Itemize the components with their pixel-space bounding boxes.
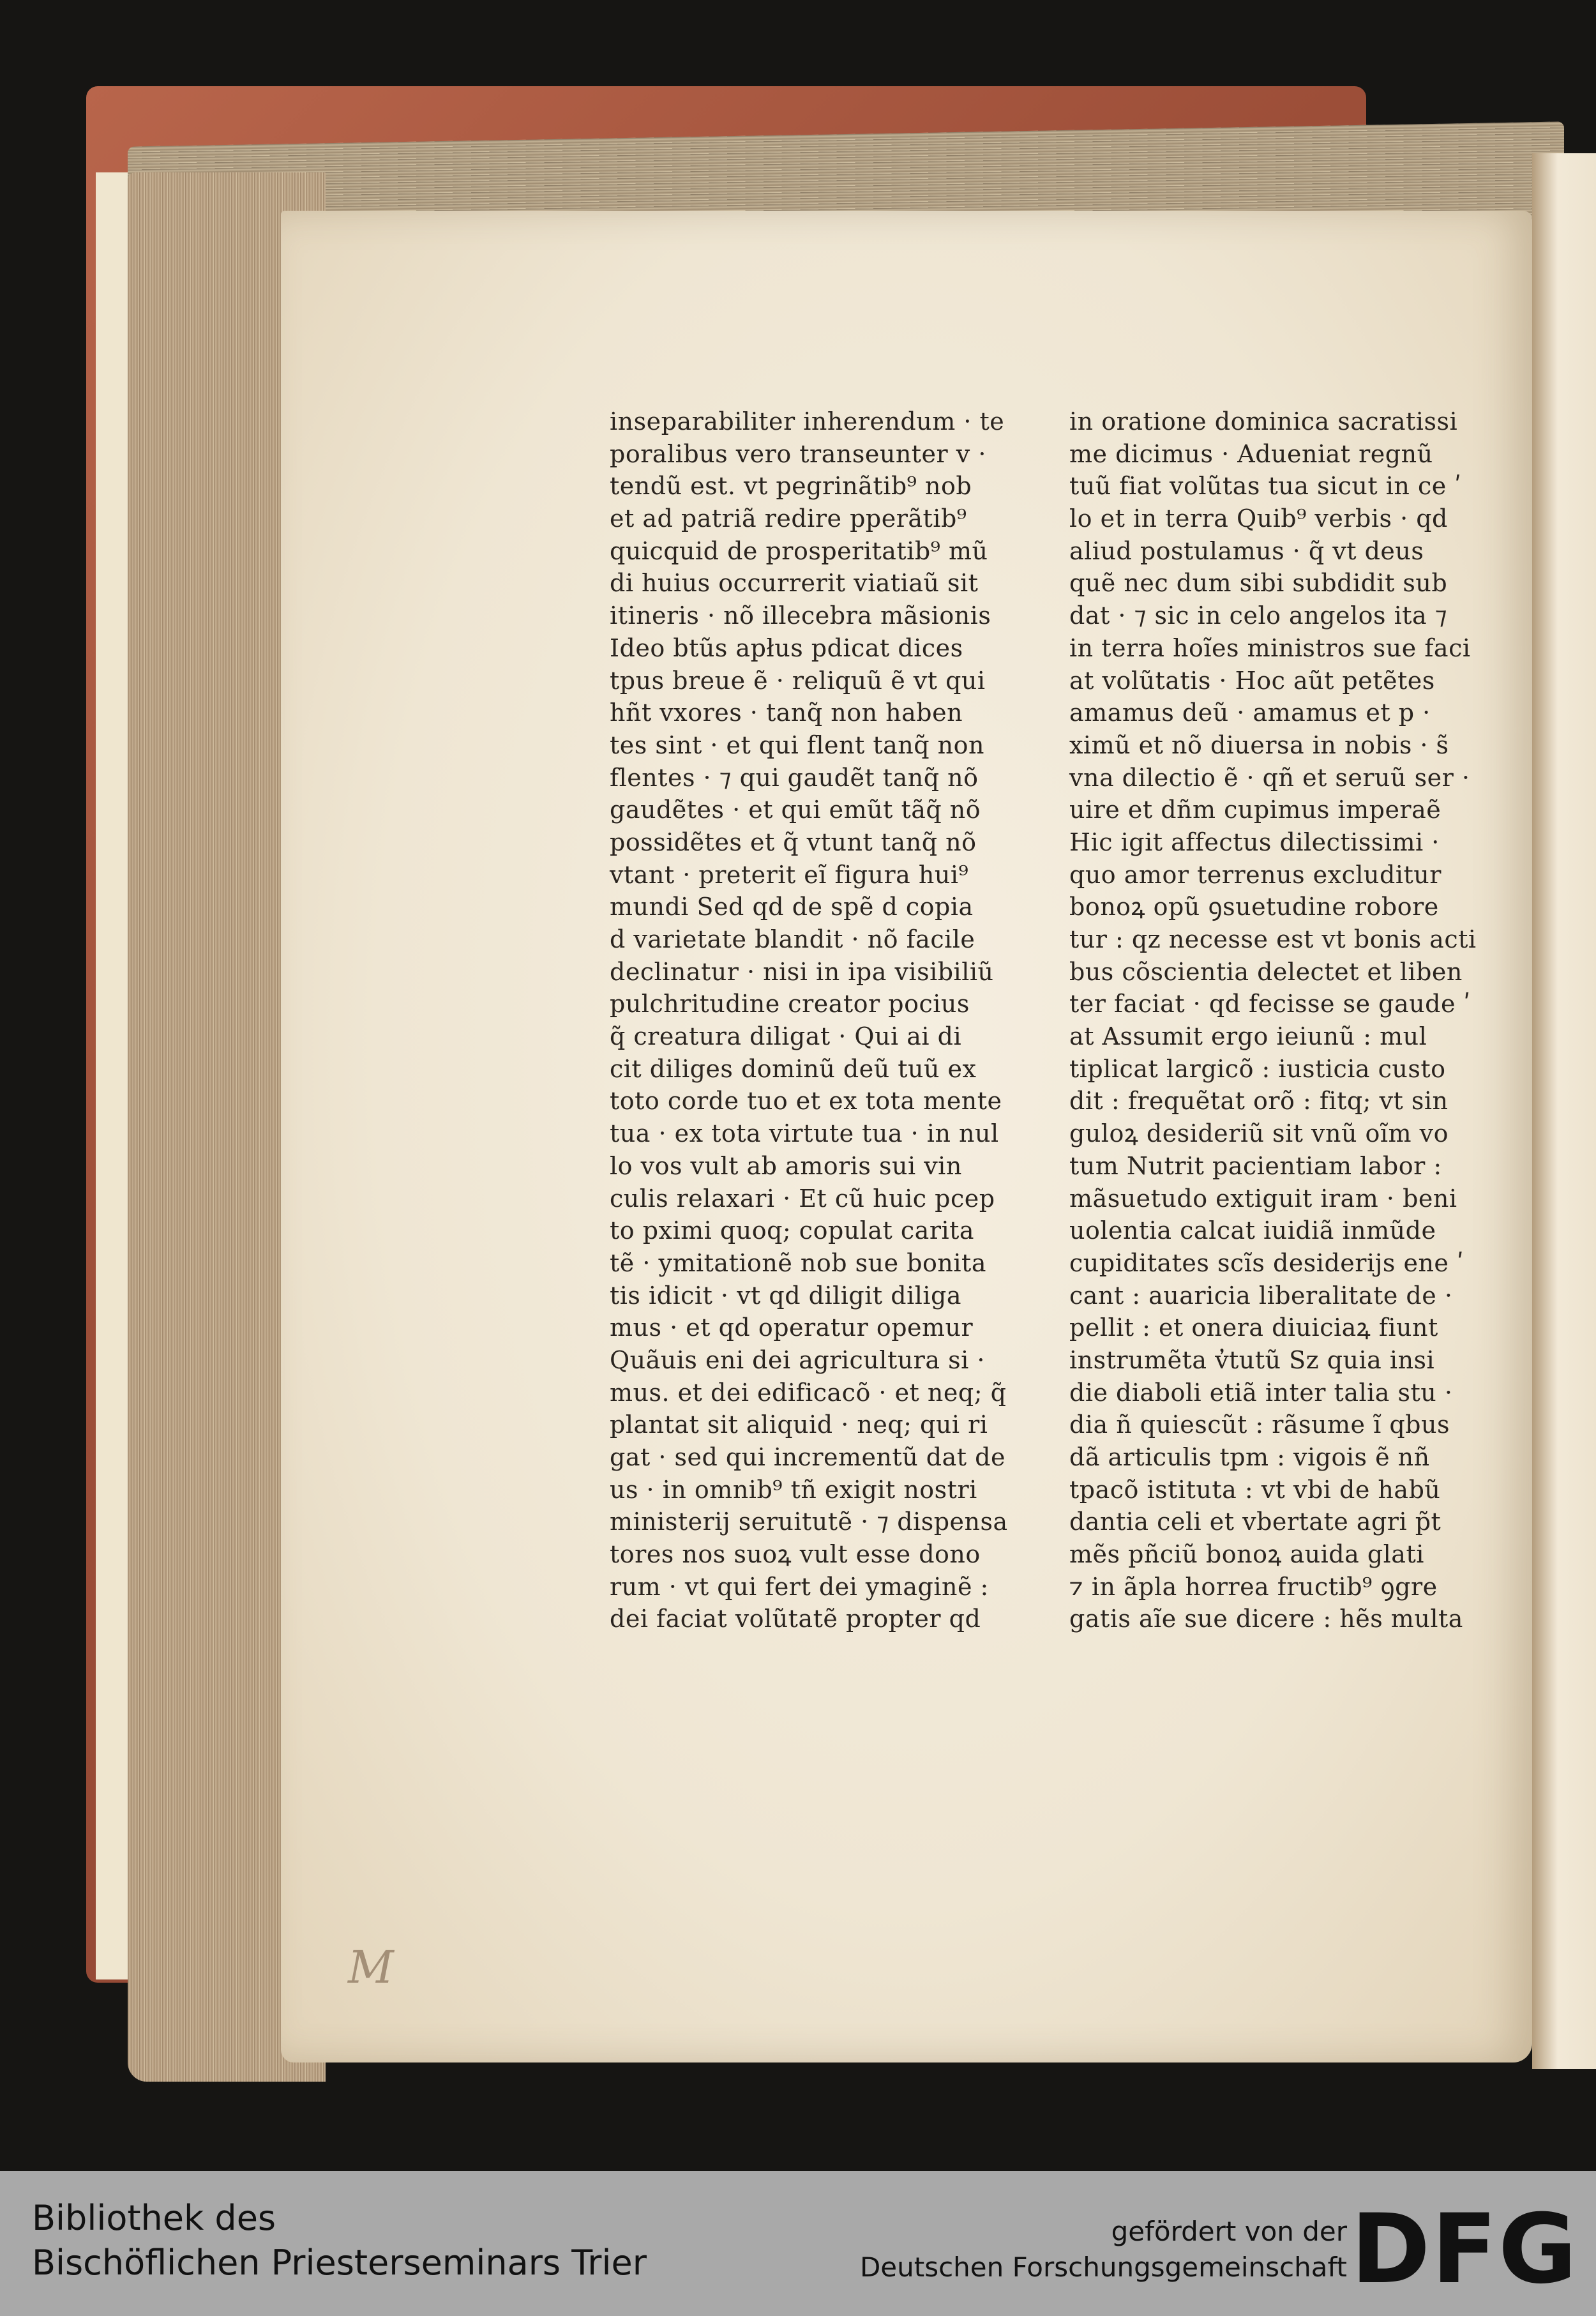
text-line: et ad patriã redire pperãtib⁹ [610,504,967,533]
text-line: gat · sed qui incrementũ dat de [610,1443,1005,1471]
text-line: tẽ · ymitationẽ nob sue bonita [610,1248,986,1277]
text-line: mus · et qd operatur opemur [610,1313,974,1342]
text-line: vna dilectio ẽ · qñ et seruũ ser · [1069,763,1470,792]
text-line: mus. et dei edificacõ · et neq; q̃ [610,1378,1007,1407]
text-line: tis idicit · vt qd diligit diliga [610,1281,962,1310]
text-line: to pximi quoq; copulat carita [610,1216,975,1245]
text-line: dat · ⁊ sic in celo angelos ita ⁊ [1069,602,1448,630]
text-line: toto corde tuo et ex tota mente [610,1087,1002,1116]
text-line: uolentia calcat iuidiã inmũde [1069,1216,1436,1245]
text-line: die diaboli etiã inter talia stu · [1069,1378,1453,1407]
text-line: ministerij seruitutẽ · ⁊ dispensa [610,1508,1008,1536]
text-line: dã articulis tpm : vigois ẽ nñ [1069,1443,1430,1471]
text-line: pellit : et onera diuiciaꝝ fiunt [1069,1313,1438,1342]
text-line: rum · vt qui fert dei ymaginẽ : [610,1572,989,1601]
text-line: in oratione dominica sacratissi [1069,407,1458,435]
text-line: dantia celi et vbertate agri p̃t [1069,1508,1442,1536]
text-line: itineris · nõ illecebra mãsionis [610,602,991,630]
library-name-line2: Bischöflichen Priesterseminars Trier [32,2243,647,2283]
text-line: declinatur · nisi in ipa visibiliũ [610,957,994,986]
text-line: instrumẽta v̓tutũ Sz quia insi [1069,1345,1435,1374]
text-line: mẽs pñciũ bonoꝝ auida glati [1069,1540,1424,1569]
text-line: Ideo btũs apłus pdicat dices [610,633,963,662]
text-line: cupiditates scĩs desiderijs ene ʹ [1069,1248,1464,1277]
text-line: ximũ et nõ diuersa in nobis · s̃ [1069,730,1449,759]
text-line: bus cõscientia delectet et liben [1069,957,1463,986]
text-line: gaudẽtes · et qui emũt tãq̃ nõ [610,796,981,824]
dfg-logo: DFG [1350,2194,1578,2305]
text-line: quicquid de prosperitatib⁹ mũ [610,536,988,565]
text-line: tpus breue ẽ · reliquũ ẽ vt qui [610,666,986,695]
text-line: di huius occurrerit viatiaũ sit [610,569,979,598]
text-line: dit : frequẽtat orõ : fitq; vt sin [1069,1087,1449,1116]
text-line: Hic igit affectus dilectissimi · [1069,828,1440,856]
text-line: in terra hoĩes ministros sue faci [1069,633,1471,662]
text-line: dia ñ quiescũt : rãsume ĩ qbus [1069,1411,1450,1439]
text-line: quẽ nec dum sibi subdidit sub [1069,569,1448,598]
facing-page [1532,153,1596,2069]
text-line: guloꝝ desideriũ sit vnũ oĩm vo [1069,1119,1449,1148]
text-line: ⁊ in ãpla horrea fructib⁹ ꝯgre [1069,1572,1438,1601]
text-line: tua · ex tota virtute tua · in nul [610,1119,999,1148]
text-line: flentes · ⁊ qui gaudẽt tanq̃ nõ [610,763,979,792]
text-line: bonoꝝ opũ ꝯsuetudine robore [1069,893,1439,921]
text-line: inseparabiliter inherendum · te [610,407,1005,435]
text-line: mãsuetudo extiguit iram · beni [1069,1184,1457,1213]
text-line: tes sint · et qui flent tanq̃ non [610,730,985,759]
text-column-left [610,405,1008,1635]
text-line: gatis aĩe sue dicere : hẽs multa [1069,1605,1463,1633]
text-line: lo vos vult ab amoris sui vin [610,1151,962,1180]
text-line: tpacõ istituta : vt vbi de habũ [1069,1475,1441,1504]
text-line: d varietate blandit · nõ facile [610,925,975,953]
text-line: tum Nutrit pacientiam labor : [1069,1151,1442,1180]
text-line: at volũtatis · Hoc aũt petẽtes [1069,666,1435,695]
text-line: Quãuis eni dei agricultura si · [610,1345,985,1374]
text-line: pulchritudine creator pocius [610,990,970,1018]
text-line: cant : auaricia liberalitate de · [1069,1281,1453,1310]
text-line: vtant · preterit eĩ figura hui⁹ [610,860,969,889]
text-line: hñt vxores · tanq̃ non haben [610,699,963,727]
text-line: me dicimus · Adueniat regnũ [1069,439,1433,468]
text-line: uire et dñm cupimus imperaẽ [1069,796,1442,824]
funding-line2: Deutschen Forschungsgemeinschaft [859,2252,1347,2283]
text-line: tendũ est. vt pegrinãtib⁹ nob [610,472,972,501]
text-line: q̃ creatura diligat · Qui ai di [610,1022,962,1051]
library-name-line1: Bibliothek des [32,2198,276,2238]
text-line: us · in omnib⁹ tñ exigit nostri [610,1475,977,1504]
text-line: culis relaxari · Et cũ huic pcep [610,1184,995,1213]
funding-line1: gefördert von der [1111,2216,1347,2247]
text-line: ter faciat · qd fecisse se gaude ʹ [1069,990,1471,1018]
footer-banner [0,2171,1596,2316]
text-line: cit diliges dominũ deũ tuũ ex [610,1054,977,1083]
text-line: lo et in terra Quib⁹ verbis · qd [1069,504,1448,533]
text-line: tores nos suoꝝ vult esse dono [610,1540,981,1569]
text-line: aliud postulamus · q̃ vt deus [1069,536,1424,565]
text-line: possidẽtes et q̃ vtunt tanq̃ nõ [610,828,977,856]
text-line: mundi Sed qd de spẽ d copia [610,893,974,921]
text-line: tur : qz necesse est vt bonis acti [1069,925,1477,953]
text-line: dei faciat volũtatẽ propter qd [610,1605,981,1633]
text-line: tuũ fiat volũtas tua sicut in ce ʹ [1069,472,1462,501]
text-line: tiplicat largicõ : iusticia custo [1069,1054,1446,1083]
text-line: at Assumit ergo ieiunũ : mul [1069,1022,1427,1051]
text-line: quo amor terrenus excluditur [1069,860,1442,889]
text-line: poralibus vero transeunter v · [610,439,986,468]
margin-mark: M [348,1941,394,1994]
text-column-right [1069,405,1477,1635]
text-line: amamus deũ · amamus et p · [1069,699,1431,727]
text-line: plantat sit aliquid · neq; qui ri [610,1411,988,1439]
